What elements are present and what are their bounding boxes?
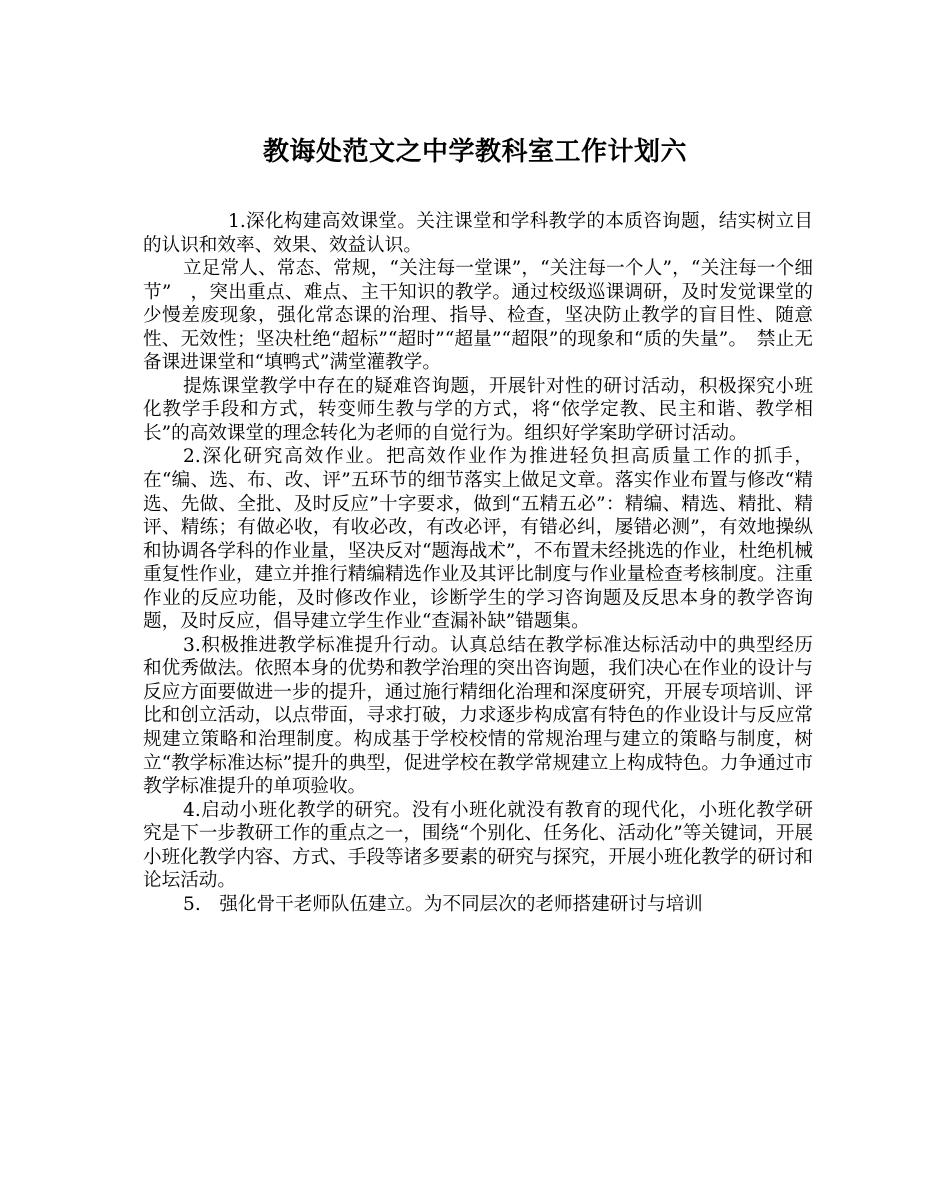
paragraph-4: 2.深化研究高效作业。把高效作业作为推进轻负担高质量工作的抓手，在“编、选、布、改、评”五环节的细节落实上做足文章。落实作业布置与修改“精选、先做、全批、及时反应”十字要求，做到“五精五必”：精编、精选、精批、精评、精练；有做必收，有收必改，有改必评，有错必纠，屡错必测”，有效地操纵和协调各学科的作业量，坚决反对“题海战术”，不布置未经挑选的作业，杜绝机械重复性作业，建立并推行精编精选作业及其评比制度与作业量检查考核制度。注重作业的反应功能，及时修改作业，诊断学生的学习咨询题及反思本身的教学咨询题，及时反应，倡导建立学生作业“查漏补缺”错题集。 [143,446,813,633]
paragraph-5: 3.积极推进教学标准提升行动。认真总结在教学标准达标活动中的典型经历和优秀做法。依照本身的优势和教学治理的突出咨询题，我们决心在作业的设计与反应方面要做进一步的提升，通过施行精细化治理和深度研究，开展专项培训、评比和创立活动，以点带面，寻求打破，力求逐步构成富有特色的作业设计与反应常规建立策略和治理制度。构成基于学校校情的常规治理与建立的策略与制度，树立“教学标准达标”提升的典型，促进学校在教学常规建立上构成特色。力争通过市教学标准提升的单项验收。 [143,634,813,798]
paragraph-3: 提炼课堂教学中存在的疑难咨询题，开展针对性的研讨活动，积极探究小班化教学手段和方式，转变师生教与学的方式，将“依学定教、民主和谐、教学相长”的高效课堂的理念转化为老师的自觉行为。组织好学案助学研讨活动。 [143,375,813,444]
paragraph-2: 立足常人、常态、常规，“关注每一堂课”，“关注每一个人”，“关注每一个细节” ，突出重点、难点、主干知识的教学。通过校级巡课调研，及时发觉课堂的少慢差废现象，强化常态课的治理、指导、检查，坚决防止教学的盲目性、随意性、无效性；坚决杜绝“超标”“超时”“超量”“超限”的现象和“质的失量”。 禁止无备课进课堂和“填鸭式”满堂灌教学。 [143,258,813,374]
document-body [143,210,813,916]
paragraph-7: 5. 强化骨干老师队伍建立。为不同层次的老师搭建研讨与培训 [183,893,703,915]
paragraph-6: 4.启动小班化教学的研究。没有小班化就没有教育的现代化，小班化教学研究是下一步教研工作的重点之一，围绕“个别化、任务化、活动化”等关键词，开展小班化教学内容、方式、手段等诸多要素的研究与探究，开展小班化教学的研讨和论坛活动。 [143,799,813,892]
document-title: 教诲处范文之中学教科室工作计划六 [262,137,687,167]
paragraph-1: 1.深化构建高效课堂。关注课堂和学科教学的本质咨询题，结实树立目的认识和效率、效果、效益认识。 [143,211,813,256]
